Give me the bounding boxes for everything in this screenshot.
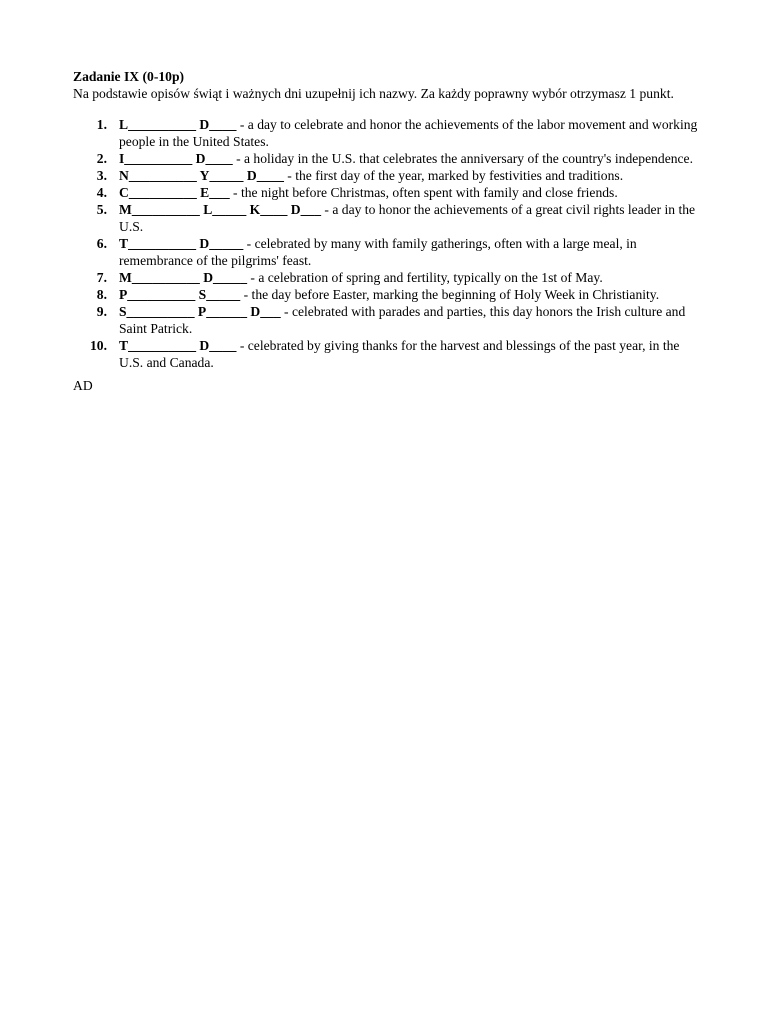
list-item (73, 269, 703, 286)
item-blank: I__________ D____ (119, 151, 233, 166)
item-blank: T__________ D____ (119, 338, 237, 353)
item-number: 3. (96, 168, 107, 183)
item-description: - a day to celebrate and honor the achievements of the labor movement and working people in the United States. (119, 117, 698, 149)
item-number: 10. (90, 338, 107, 353)
item-blank: M__________ D_____ (119, 270, 247, 285)
item-description: - celebrated by many with family gatherings, often with a large meal, in remembrance of the pilgrims' feast. (119, 236, 637, 268)
task-list (73, 116, 703, 371)
item-number: 8. (96, 287, 107, 302)
item-description: - a celebration of spring and fertility, typically on the 1st of May. (247, 270, 603, 285)
list-item (73, 167, 703, 184)
item-blank: M__________ L_____ K____ D___ (119, 202, 322, 217)
item-description: - a day to honor the achievements of a great civil rights leader in the U.S. (119, 202, 696, 234)
list-item (73, 184, 703, 201)
list-item (73, 337, 703, 371)
item-number: 4. (96, 185, 107, 200)
item-description: - the night before Christmas, often spent with family and close friends. (229, 185, 618, 200)
item-description: - the first day of the year, marked by festivities and traditions. (283, 168, 624, 183)
footer-note: AD (73, 378, 93, 393)
task-title: Zadanie IX (0-10p) (73, 69, 185, 84)
list-item (73, 116, 703, 150)
item-description: - celebrated with parades and parties, this day honors the Irish culture and Saint Patrick. (119, 304, 686, 336)
item-blank: C__________ E___ (119, 185, 230, 200)
item-number: 6. (96, 236, 107, 251)
item-number: 7. (96, 270, 107, 285)
document-page (73, 68, 703, 394)
item-blank: P__________ S_____ (119, 287, 241, 302)
item-number: 1. (96, 117, 107, 132)
item-blank: N__________ Y_____ D____ (119, 168, 284, 183)
item-number: 5. (96, 202, 107, 217)
item-description: - a holiday in the U.S. that celebrates the anniversary of the country's independence. (232, 151, 693, 166)
list-item (73, 150, 703, 167)
item-description: - celebrated by giving thanks for the harvest and blessings of the past year, in the U.S. and Canada. (119, 338, 680, 370)
item-blank: L__________ D____ (119, 117, 237, 132)
list-item (73, 286, 703, 303)
item-number: 9. (96, 304, 107, 319)
item-blank: T__________ D_____ (119, 236, 244, 251)
list-item (73, 201, 703, 235)
list-item (73, 303, 703, 337)
item-number: 2. (96, 151, 107, 166)
item-description: - the day before Easter, marking the beginning of Holy Week in Christianity. (240, 287, 660, 302)
list-item (73, 235, 703, 269)
task-instructions: Na podstawie opisów świąt i ważnych dni uzupełnij ich nazwy. Za każdy poprawny wybór otrzymasz 1 punkt. (73, 86, 674, 101)
item-blank: S__________ P______ D___ (119, 304, 281, 319)
